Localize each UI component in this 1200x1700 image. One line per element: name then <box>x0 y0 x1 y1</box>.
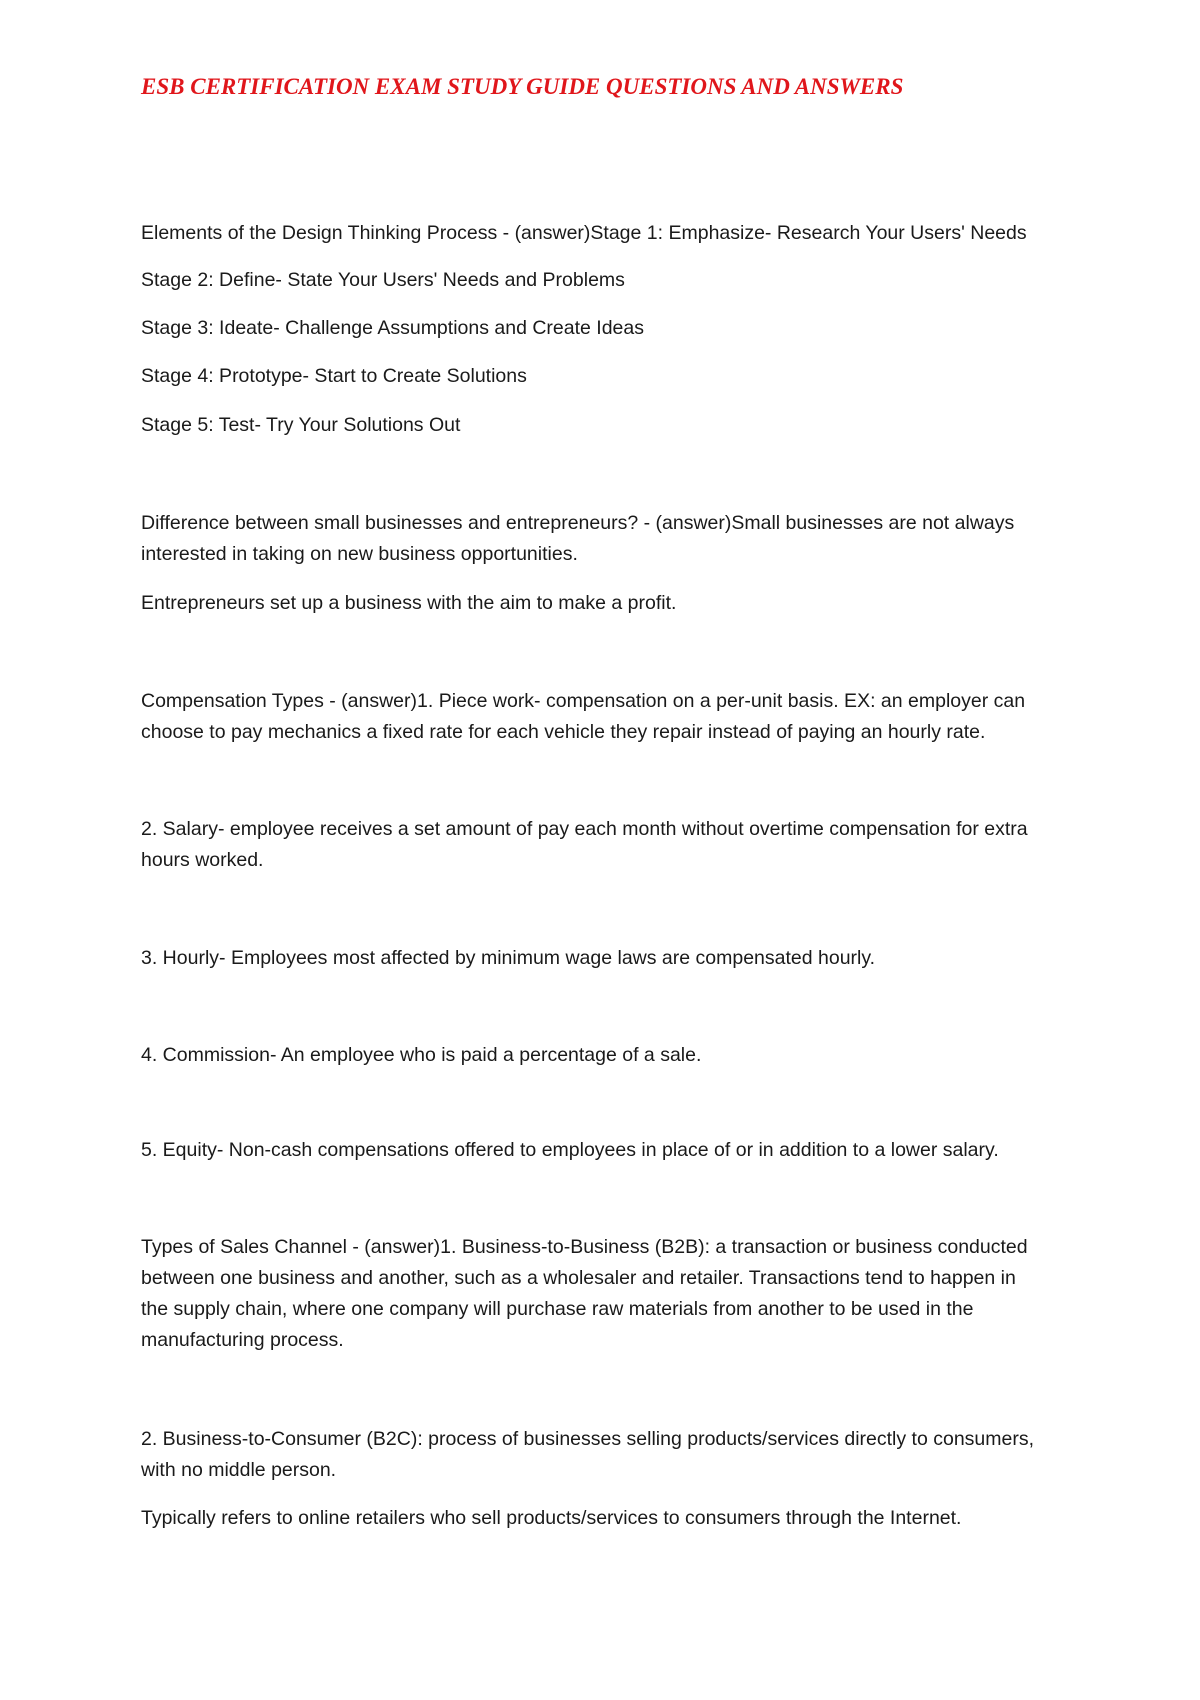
paragraph-compensation-types: Compensation Types - (answer)1. Piece work- compensation on a per-unit basis. EX: an employer can choose to pay mechanics a fixed rate for each vehicle they repair instead of paying an hourly rate. <box>141 690 1026 743</box>
paragraph-online-retailers: Typically refers to online retailers who sell products/services to consumers through the Internet. <box>141 1507 962 1529</box>
paragraph-b2c: 2. Business-to-Consumer (B2C): process of businesses selling products/services directly to consumers, with no middle person. <box>141 1428 1035 1481</box>
paragraph-stage-3: Stage 3: Ideate- Challenge Assumptions and Create Ideas <box>141 317 644 339</box>
paragraph-design-thinking-question: Elements of the Design Thinking Process - (answer)Stage 1: Emphasize- Research Your Users' Needs <box>141 222 1027 244</box>
document-title: ESB CERTIFICATION EXAM STUDY GUIDE QUESTIONS AND ANSWERS <box>141 74 904 99</box>
paragraph-entrepreneurs: Entrepreneurs set up a business with the aim to make a profit. <box>141 592 677 614</box>
paragraph-stage-2: Stage 2: Define- State Your Users' Needs and Problems <box>141 269 625 291</box>
paragraph-sales-channel: Types of Sales Channel - (answer)1. Business-to-Business (B2B): a transaction or business conducted between one business and another, such as a wholesaler and retailer. Transactions tend to happen in the supply chain, where one company will purchase raw materials from another to be used in the manufacturing process. <box>141 1236 1028 1351</box>
paragraph-hourly: 3. Hourly- Employees most affected by minimum wage laws are compensated hourly. <box>141 947 876 969</box>
paragraph-equity: 5. Equity- Non-cash compensations offered to employees in place of or in addition to a lower salary. <box>141 1139 999 1161</box>
paragraph-stage-5: Stage 5: Test- Try Your Solutions Out <box>141 414 461 436</box>
paragraph-commission: 4. Commission- An employee who is paid a percentage of a sale. <box>141 1044 702 1066</box>
paragraph-stage-4: Stage 4: Prototype- Start to Create Solutions <box>141 365 527 387</box>
paragraph-small-business-question: Difference between small businesses and entrepreneurs? - (answer)Small businesses are not always interested in taking on new business opportunities. <box>141 512 1015 565</box>
paragraph-salary: 2. Salary- employee receives a set amount of pay each month without overtime compensation for extra hours worked. <box>141 818 1028 871</box>
